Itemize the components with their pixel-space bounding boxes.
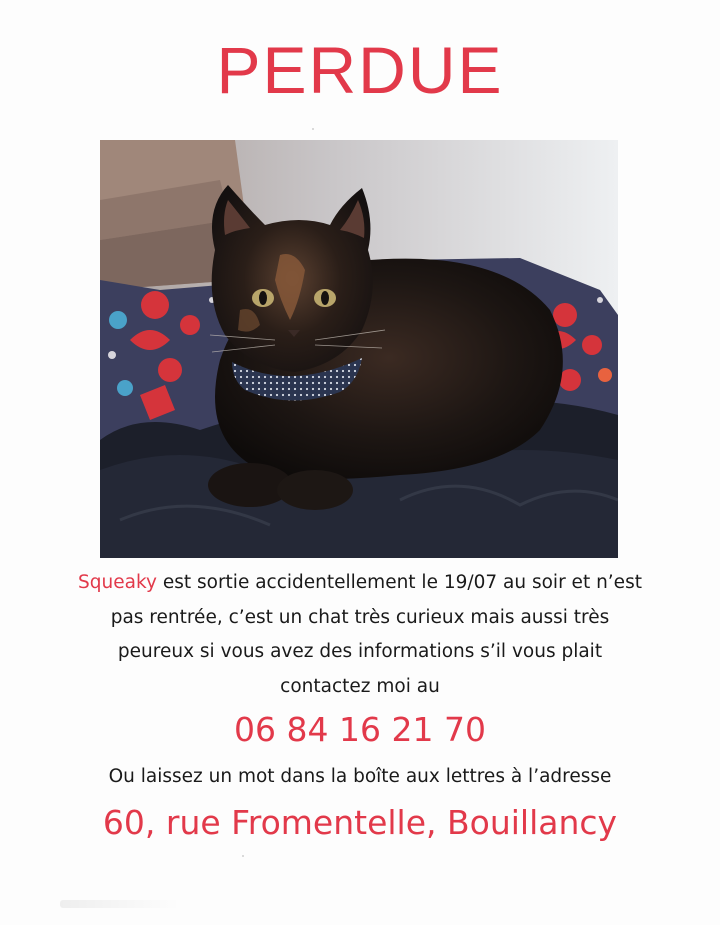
address: 60, rue Fromentelle, Bouillancy — [102, 803, 618, 842]
cat-name: Squeaky — [78, 572, 157, 593]
lost-cat-message — [40, 566, 680, 704]
cat-photo — [100, 140, 618, 558]
mailbox-note: Ou laissez un mot dans la boîte aux lettres à l’adresse — [108, 766, 612, 787]
paper-smudge — [60, 900, 180, 908]
paper-speck — [242, 855, 244, 857]
message-line-1: est sortie accidentellement le 19/07 au soir et n’est — [156, 572, 642, 593]
phone-number: 06 84 16 21 70 — [234, 710, 486, 749]
poster-title: PERDUE — [216, 33, 504, 107]
message-line-3: peureux si vous avez des informations s’il vous plait — [117, 641, 603, 662]
message-line-4: contactez moi au — [280, 675, 440, 697]
paper-speck — [312, 128, 314, 130]
message-line-2: pas rentrée, c’est un chat très curieux mais aussi très — [110, 606, 610, 628]
